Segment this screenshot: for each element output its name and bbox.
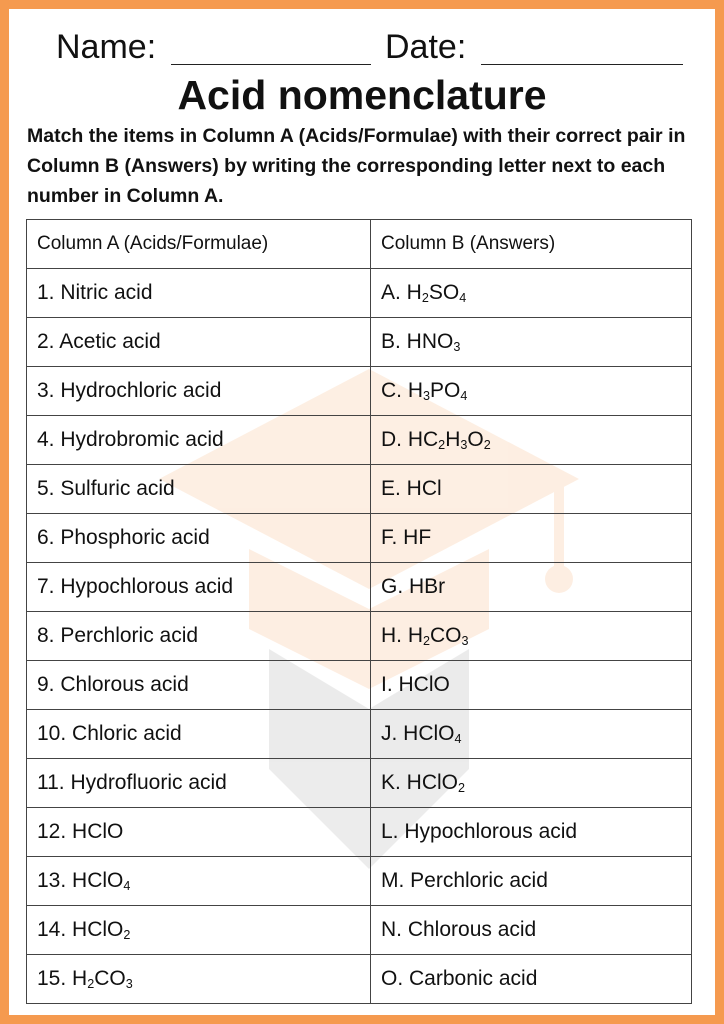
table-row bbox=[27, 318, 692, 367]
date-label: Date: bbox=[385, 28, 467, 66]
table-row bbox=[27, 269, 692, 318]
column-a-header: Column A (Acids/Formulae) bbox=[27, 220, 371, 269]
date-blank-line[interactable] bbox=[481, 64, 683, 65]
column-a-item: 9. Chlorous acid bbox=[27, 661, 371, 710]
column-b-answer: J. HClO$_4$ bbox=[371, 710, 692, 759]
column-b-answer: G. HBr bbox=[371, 563, 692, 612]
column-a-item: 13. HClO$_4$ bbox=[27, 857, 371, 906]
column-b-header: Column B (Answers) bbox=[371, 220, 692, 269]
column-b-answer: F. HF bbox=[371, 514, 692, 563]
table-row bbox=[27, 514, 692, 563]
column-a-item: 5. Sulfuric acid bbox=[27, 465, 371, 514]
column-b-answer: L. Hypochlorous acid bbox=[371, 808, 692, 857]
table-header-row bbox=[27, 220, 692, 269]
column-a-item: 2. Acetic acid bbox=[27, 318, 371, 367]
table-row bbox=[27, 612, 692, 661]
column-b-answer: E. HCl bbox=[371, 465, 692, 514]
column-b-answer: D. $HC_2H_3O_2$ bbox=[371, 416, 692, 465]
column-a-item: 8. Perchloric acid bbox=[27, 612, 371, 661]
column-b-answer: N. Chlorous acid bbox=[371, 906, 692, 955]
column-b-answer: K. HClO$_2$ bbox=[371, 759, 692, 808]
column-a-item: 7. Hypochlorous acid bbox=[27, 563, 371, 612]
table-row bbox=[27, 661, 692, 710]
instructions: Match the items in Column A (Acids/Formulae) with their correct pair in Column B (Answers) by writing the corresponding letter next to each number in Column A. bbox=[27, 125, 686, 207]
header-row bbox=[9, 25, 715, 69]
column-a-item: 4. Hydrobromic acid bbox=[27, 416, 371, 465]
column-a-item: 6. Phosphoric acid bbox=[27, 514, 371, 563]
table-row bbox=[27, 367, 692, 416]
column-b-answer: O. Carbonic acid bbox=[371, 955, 692, 1004]
name-label: Name: bbox=[56, 28, 157, 66]
column-a-item: 11. Hydrofluoric acid bbox=[27, 759, 371, 808]
column-b-answer: B. $HNO_3$ bbox=[371, 318, 692, 367]
column-b-answer: I. HClO bbox=[371, 661, 692, 710]
column-b-answer: M. Perchloric acid bbox=[371, 857, 692, 906]
table-row bbox=[27, 416, 692, 465]
table-row bbox=[27, 465, 692, 514]
table-row bbox=[27, 955, 692, 1004]
table-row bbox=[27, 906, 692, 955]
column-b-answer: A. $H_2SO_4$ bbox=[371, 269, 692, 318]
column-a-item: 1. Nitric acid bbox=[27, 269, 371, 318]
matching-table bbox=[26, 219, 692, 1004]
table-row bbox=[27, 808, 692, 857]
table-row bbox=[27, 759, 692, 808]
column-a-item: 3. Hydrochloric acid bbox=[27, 367, 371, 416]
table-row bbox=[27, 710, 692, 759]
column-b-answer: H. $H_2CO_3$ bbox=[371, 612, 692, 661]
name-blank-line[interactable] bbox=[171, 64, 371, 65]
table-row bbox=[27, 563, 692, 612]
column-a-item: 15. $H_2CO_3$ bbox=[27, 955, 371, 1004]
column-a-item: 12. HClO bbox=[27, 808, 371, 857]
table-row bbox=[27, 857, 692, 906]
column-b-answer: C. $H_3PO_4$ bbox=[371, 367, 692, 416]
page-title: Acid nomenclature bbox=[177, 72, 547, 118]
column-a-item: 10. Chloric acid bbox=[27, 710, 371, 759]
column-a-item: 14. HClO$_2$ bbox=[27, 906, 371, 955]
